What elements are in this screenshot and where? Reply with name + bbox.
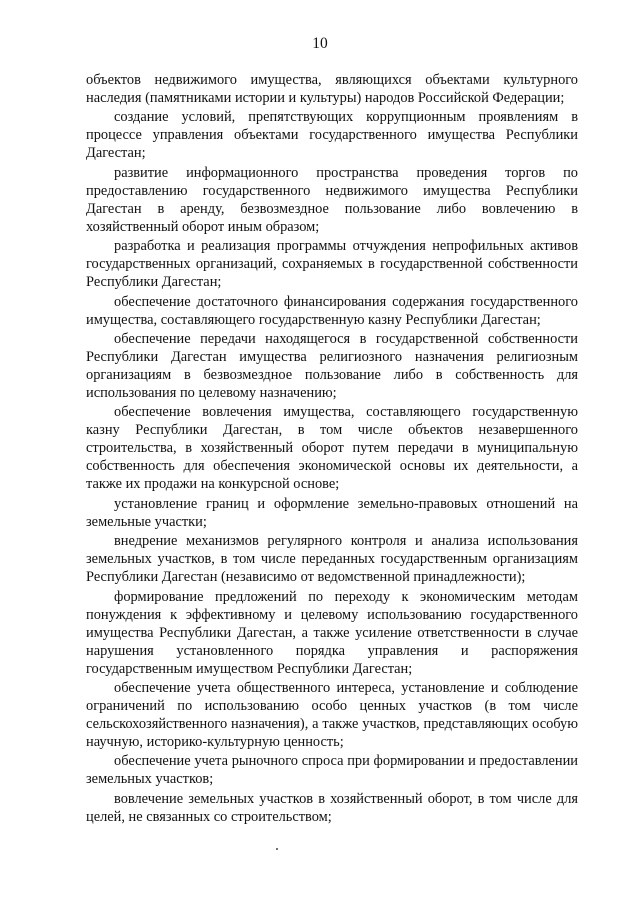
paragraph: внедрение механизмов регулярного контроля и анализа использования земельных участков, в том числе переданных государственным организациям Республики Дагестан (независимо от ведомственной принадлежности); [86, 533, 578, 586]
paragraph: развитие информационного пространства проведения торгов по предоставлению государственного недвижимого имущества Республики Дагестан в аренду, безвозмездное пользование либо вовлечению в хозяйственный оборот иным образом; [86, 164, 578, 235]
paragraph: создание условий, препятствующих коррупционным проявлениям в процессе управления объектами государственного имущества Республики Дагестан; [86, 109, 578, 162]
paragraph: разработка и реализация программы отчуждения непрофильных активов государственных организаций, сохраняемых в государственной собственности Республики Дагестан; [86, 238, 578, 291]
body-text [86, 71, 578, 827]
paragraph: формирование предложений по переходу к экономическим методам понуждения к эффективному и целевому использованию государственного имущества Республики Дагестан, а также усиление ответственности в случае нарушения установленного порядка управления и распоряжения государственным имуществом Республики Дагестан; [86, 588, 578, 677]
paragraph: обеспечение передачи находящегося в государственной собственности Республики Дагестан имущества религиозного назначения религиозным организациям в безвозмездное пользование либо в собственность для использования по целевому назначению; [86, 330, 578, 401]
paragraph: объектов недвижимого имущества, являющихся объектами культурного наследия (памятниками истории и культуры) народов Российской Федерации; [86, 72, 578, 106]
paragraph: обеспечение достаточного финансирования содержания государственного имущества, составляющего государственную казну Республики Дагестан; [86, 293, 578, 328]
paragraph: установление границ и оформление земельно-правовых отношений на земельные участки; [86, 495, 578, 530]
paragraph: обеспечение учета рыночного спроса при формировании и предоставлении земельных участков; [86, 753, 578, 788]
paragraph: обеспечение вовлечения имущества, составляющего государственную казну Республики Дагестан, в том числе объектов незавершенного строительства, в хозяйственный оборот путем передачи в муниципальную собственность для обеспечения экономической основы их деятельности, а также их продажи на конкурсной основе; [86, 404, 578, 493]
scan-speck [276, 848, 278, 850]
paragraph: вовлечение земельных участков в хозяйственный оборот, в том числе для целей, не связанных со строительством; [86, 790, 578, 825]
paragraph: обеспечение учета общественного интереса, установление и соблюдение ограничений по использованию особо ценных участков (в том числе сельскохозяйственного назначения), а также участков, представляющих особую научную, историко-культурную ценность; [86, 679, 578, 750]
page-number: 10 [312, 35, 328, 52]
